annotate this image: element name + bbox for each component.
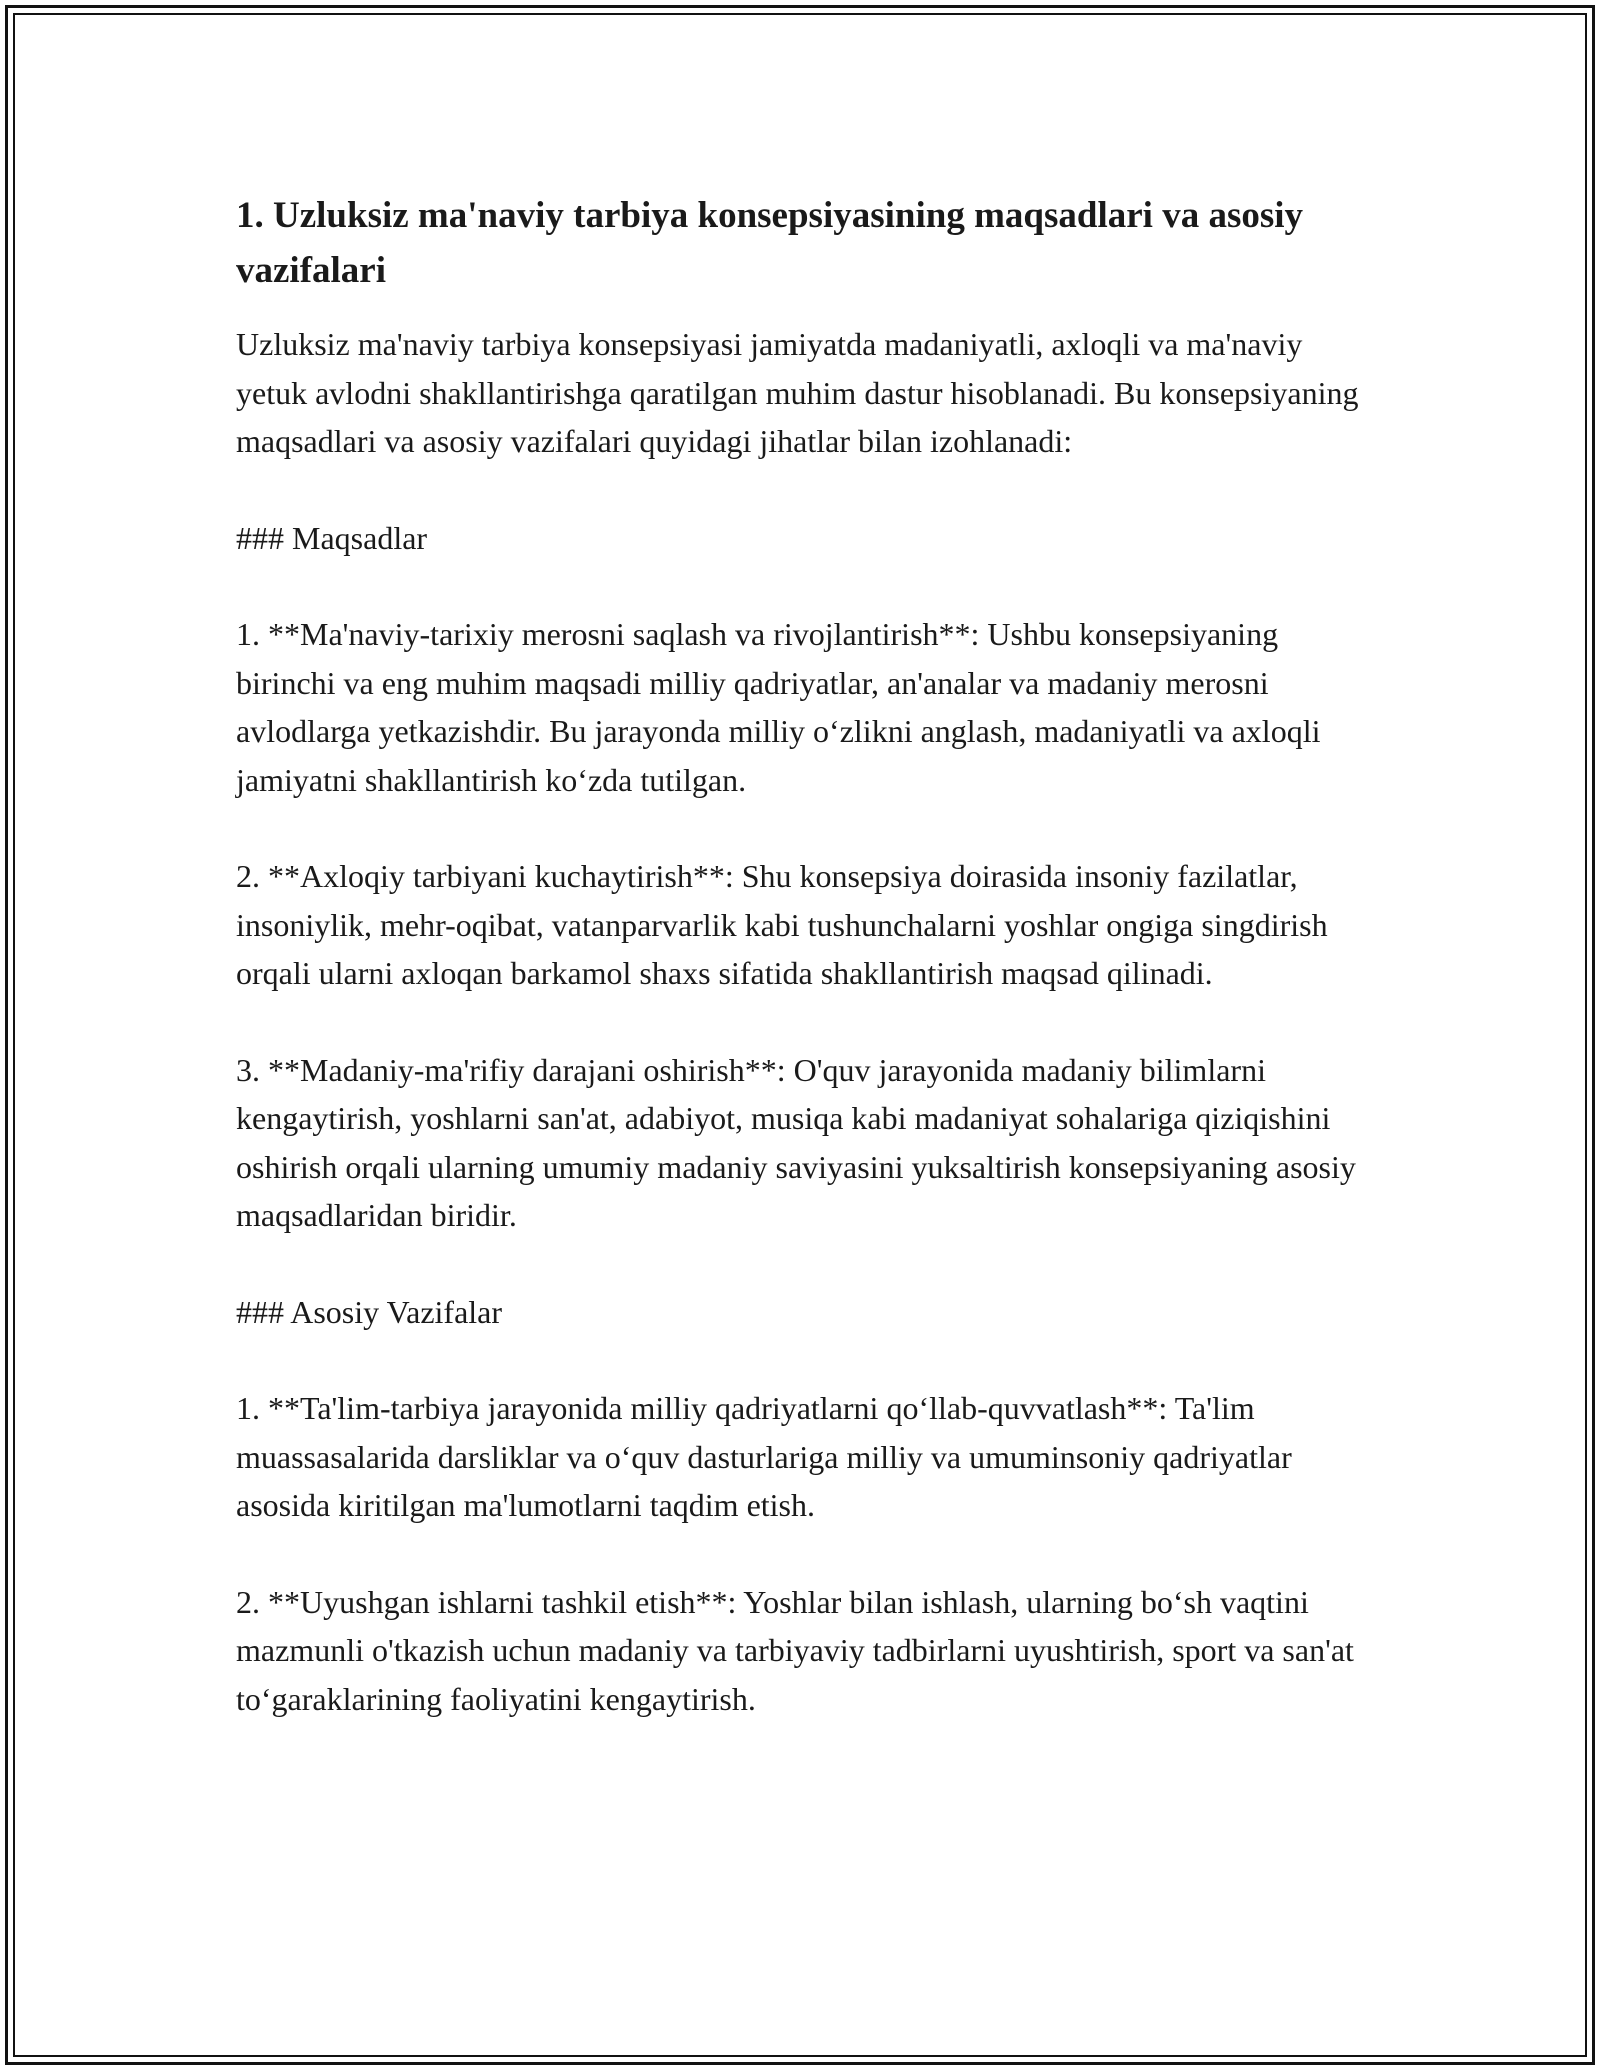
task-item-2: 2. **Uyushgan ishlarni tashkil etish**: Yoshlar bilan ishlash, ularning bo‘sh vaqtini mazmunli o'tkazish uchun madaniy va tarbiyaviy tadbirlarni uyushtirish, sport va san'at to‘garaklarining faoliyatini kengaytirish. bbox=[236, 1583, 1354, 1717]
intro-paragraph: Uzluksiz ma'naviy tarbiya konsepsiyasi jamiyatda madaniyatli, axloqli va ma'naviy yetuk avlodni shakllantirishga qaratilgan muhim dastur hisoblanadi. Bu konsepsiyaning maqsadlari va asosiy vazifalari quyidagi jihatlar bilan izohlanadi: bbox=[236, 326, 1359, 459]
goals-heading: ### Maqsadlar bbox=[236, 519, 428, 556]
tasks-heading: ### Asosiy Vazifalar bbox=[236, 1293, 503, 1330]
task-item-1: 1. **Ta'lim-tarbiya jarayonida milliy qadriyatlarni qo‘llab-quvvatlash**: Ta'lim muassasalarida darsliklar va o‘quv dasturlariga milliy va umuminsoniy qadriyatlar asosida kiritilgan ma'lumotlarni taqdim etish. bbox=[236, 1390, 1292, 1523]
goal-item-1: 1. **Ma'naviy-tarixiy merosni saqlash va rivojlantirish**: Ushbu konsepsiyaning birinchi va eng muhim maqsadi milliy qadriyatlar, an'analar va madaniy merosni avlodlarga yetkazishdir. Bu jarayonda milliy o‘zlikni anglash, madaniyatli va axloqli jamiyatni shakllantirish ko‘zda tutilgan. bbox=[236, 616, 1321, 798]
document-title: 1. Uzluksiz ma'naviy tarbiya konsepsiyasining maqsadlari va asosiy vazifalari bbox=[236, 195, 1304, 291]
goal-item-2: 2. **Axloqiy tarbiyani kuchaytirish**: Shu konsepsiya doirasida insoniy fazilatlar, insoniylik, mehr-oqibat, vatanparvarlik kabi tushunchalarni yoshlar ongiga singdirish orqali ularni axloqan barkamol shaxs sifatida shakllantirish maqsad qilinadi. bbox=[236, 858, 1328, 991]
document-body bbox=[236, 188, 1366, 1771]
goal-item-3: 3. **Madaniy-ma'rifiy darajani oshirish**: O'quv jarayonida madaniy bilimlarni kengaytirish, yoshlarni san'at, adabiyot, musiqa kabi madaniyat sohalariga qiziqishini oshirish orqali ularning umumiy madaniy saviyasini yuksaltirish konsepsiyaning asosiy maqsadlaridan biridir. bbox=[236, 1051, 1356, 1233]
